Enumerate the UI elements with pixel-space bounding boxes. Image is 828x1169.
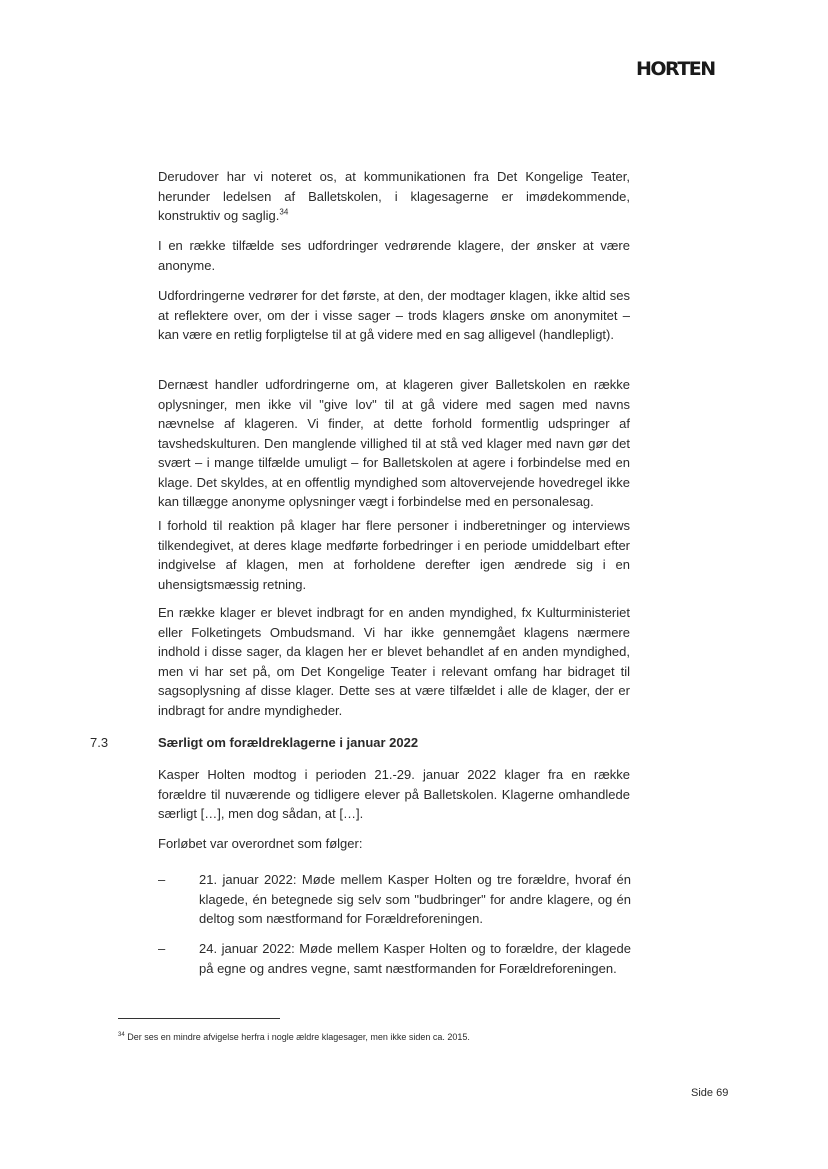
list-bullet-dash: –	[158, 872, 166, 887]
list-bullet-dash: –	[158, 941, 166, 956]
list-item: 24. januar 2022: Møde mellem Kasper Holten og to forældre, der klagede på egne og andres vegne, samt næstformanden for Forældreforeningen.	[199, 941, 631, 976]
paragraph-course-intro: Forløbet var overordnet som følger:	[158, 836, 363, 851]
footnote-divider	[118, 1018, 280, 1019]
paragraph-reaction: I forhold til reaktion på klager har flere personer i indberetninger og interviews tilkendegivet, at deres klage medførte forbedringer i en periode umiddelbart efter indgivelse af klagen, men at forholdene derefter igen ændrede sig i en uhensigtsmæssig retning.	[158, 518, 630, 592]
section-number: 7.3	[90, 735, 109, 750]
page-number: Side 69	[691, 1087, 729, 1099]
footnote-reference[interactable]: 34	[279, 207, 289, 217]
footnote	[118, 1031, 470, 1043]
footnote-number: 34	[118, 1032, 125, 1038]
list-item: 21. januar 2022: Møde mellem Kasper Holten og tre forældre, hvoraf én klagede, én betegnede sig selv som "budbringer" for andre klagere, og én deltog som næstformand for Forældreforeningen.	[199, 872, 631, 926]
paragraph-text: Derudover har vi noteret os, at kommunikationen fra Det Kongelige Teater, herunder ledelsen af Balletskolen, i klagesagerne er imødekommende, konstruktiv og saglig.	[158, 169, 630, 223]
paragraph-parent-complaints: Kasper Holten modtog i perioden 21.-29. januar 2022 klager fra en række forældre til nuværende og tidligere elever på Balletskolen. Klagerne omhandlede særligt […], men dog sådan, at […].	[158, 767, 630, 821]
paragraph-anonymous: I en række tilfælde ses udfordringer vedrørende klagere, der ønsker at være anonyme.	[158, 238, 630, 273]
horten-logo: HORTEN	[636, 58, 715, 80]
paragraph-silence-culture: Dernæst handler udfordringerne om, at klageren giver Balletskolen en række oplysninger, men ikke vil "give lov" til at gå videre med sagen med navns nævnelse af klageren. Vi finder, at dette forhold formentlig udspringer af tavshedskulturen. Den manglende villighed til at stå ved klager med navn gør det svært – i mange tilfælde umuligt – for Balletskolen at agere i forbindelse med en klage. Det skyldes, at en offentlig myndighed som altovervejende hovedregel ikke kan tillægge anonyme oplysninger vægt i forbindelse med en personalesag.	[158, 377, 630, 509]
paragraph-reflect: Udfordringerne vedrører for det første, at den, der modtager klagen, ikke altid ses at reflektere over, om der i visse sager – trods klagers ønske om anonymitet – kan være en retlig forpligtelse til at gå videre med en sag alligevel (handlepligt).	[158, 288, 630, 342]
section-title: Særligt om forældreklagerne i januar 2022	[158, 735, 419, 750]
paragraph-communication	[158, 167, 630, 226]
paragraph-other-authority: En række klager er blevet indbragt for en anden myndighed, fx Kulturministeriet eller Folketingets Ombudsmand. Vi har ikke gennemgået klagens nærmere indhold i disse sager, da klagen her er blevet behandlet af en anden myndighed, men vi har set på, om Det Kongelige Teater i relevant omfang har bidraget til sagsoplysning af disse klager. Dette ses at være tilfældet i alle de klager, der er indbragt for andre myndigheder.	[158, 605, 630, 718]
footnote-text: Der ses en mindre afvigelse herfra i nogle ældre klagesager, men ikke siden ca. 2015.	[127, 1032, 470, 1042]
